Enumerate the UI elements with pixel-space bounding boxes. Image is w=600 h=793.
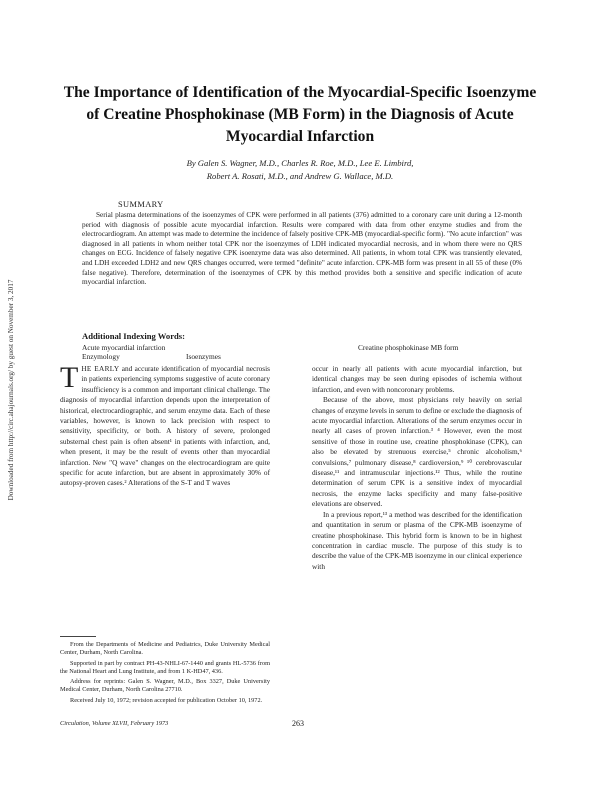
download-watermark-text: Downloaded from http://circ.ahajournals.org/ by guest on November 3, 2017 <box>7 279 15 501</box>
footnote-rule <box>60 636 96 637</box>
summary-heading: SUMMARY <box>118 200 164 209</box>
intro-paragraph <box>60 361 270 489</box>
authors-line-2: Robert A. Rosati, M.D., and Andrew G. Wallace, M.D. <box>206 171 394 181</box>
right-column <box>312 364 522 572</box>
intro-lead-caps: HE EARLY <box>81 364 120 373</box>
body-paragraph: occur in nearly all patients with acute myocardial infarction, but identical changes may be seen during episodes of ischemia without infarction, and even with noncoronary problems. <box>312 364 522 394</box>
intro-text: and accurate identification of myocardial necrosis in patients experiencing symptoms suggestive of acute coronary insufficiency is a common and important clinical challenge. The diagnosis of myocardial infarction depends upon the interpretation of historical, electrocardiographic, and serum enzyme data. Each of these variables, however, is known to lack precision with respect to sensitivity, specificity, or both. A history of severe, prolonged substernal chest pain is often absent¹ in patients with infarction, and, when present, it may be the result of events other than myocardial infarction. New "Q wave" changes on the electrocardiogram are quite specific for acute infarction, but are absent in approximately 30% of autopsy-proven cases.² Alterations of the S-T and T waves <box>60 364 270 488</box>
keyword: Creatine phosphokinase MB form <box>358 343 459 352</box>
journal-footer: Circulation, Volume XLVII, February 1973 <box>60 720 169 727</box>
page-number: 263 <box>292 719 304 728</box>
article-title: The Importance of Identification of the Myocardial-Specific Isoenzyme of Creatine Phosphokinase (MB Form) in the Diagnosis of Acute Myocardial Infarction <box>63 84 537 145</box>
drop-cap: T <box>60 361 79 394</box>
footnote: Supported in part by contract PH-43-NHLI-67-1440 and grants HL-5736 from the National Heart and Lung Institute, and from 1 K-HD47, 436. <box>60 659 270 675</box>
keyword: Isoenzymes <box>186 352 221 361</box>
body-paragraph: In a previous report,¹³ a method was described for the identification and quantitation in serum or plasma of the CPK-MB isoenzyme of creatine phosphokinase. This hybrid form is known to be in highest concentration in cardiac muscle. The purpose of this study is to describe the value of the CPK-MB isoenzyme in our clinical experience with <box>312 509 522 571</box>
footnote: From the Departments of Medicine and Pediatrics, Duke University Medical Center, Durham, North Carolina. <box>60 641 270 657</box>
footnotes <box>60 641 270 707</box>
footnote: Address for reprints: Galen S. Wagner, M.D., Box 3327, Duke University Medical Center, Durham, North Carolina 27710. <box>60 678 270 694</box>
body-paragraph: Because of the above, most physicians rely heavily on serial changes of enzyme levels in serum to define or exclude the diagnosis of acute myocardial infarction. Alterations of the serum enzymes occur in nearly all cases of proven infarction.³ ⁴ However, even the most sensitive of those in routine use, creatine phosphokinase (CPK), can also be elevated by strenuous exercise,⁵ chronic alcoholism,⁶ convulsions,⁷ pulmonary disease,⁸ cardioversion,⁹ ¹⁰ cerebrovascular disease,¹¹ and intramuscular injections.¹² Thus, while the routine determination of serum CPK is a sensitive index of myocardial necrosis, the enzyme lacks specificity and many false-positive elevations are observed. <box>312 395 522 509</box>
summary-text: Serial plasma determinations of the isoenzymes of CPK were performed in all patients (376) admitted to a coronary care unit during a 12-month period with diagnosis of possible acute myocardial infarction. Results were compared with data from other enzyme studies and from the electrocardiogram. An attempt was made to determine the incidence of falsely positive CPK-MB (myocardial-specific form). "No acute infarction" was diagnosed in all patients in whom neither total CPK nor the isoenzymes of LDH indicated myocardial necrosis, and in whom there were no QRS changes on ECG. Incidence of falsely negative CPK isoenzyme data was also determined. All patients, in whom total CPK was transiently elevated, and LDH exceeded LDH2 and new QRS changes occurred, were termed "definite" acute infarction. CPK-MB form was present in all 55 of these (0% false negative). Therefore, determination of the isoenzymes of CPK by this method provides both a sensitive and specific indication of acute myocardial infarction. <box>82 211 522 287</box>
author-list <box>70 157 530 183</box>
download-watermark <box>6 190 16 590</box>
keyword: Enzymology <box>82 352 120 361</box>
authors-line-1: By Galen S. Wagner, M.D., Charles R. Roe, M.D., Lee E. Limbird, <box>186 158 414 168</box>
left-column <box>60 361 270 489</box>
footnote: Received July 10, 1972; revision accepted for publication October 10, 1972. <box>70 696 263 704</box>
keyword: Acute myocardial infarction <box>82 343 166 352</box>
keywords-heading: Additional Indexing Words: <box>82 331 185 341</box>
